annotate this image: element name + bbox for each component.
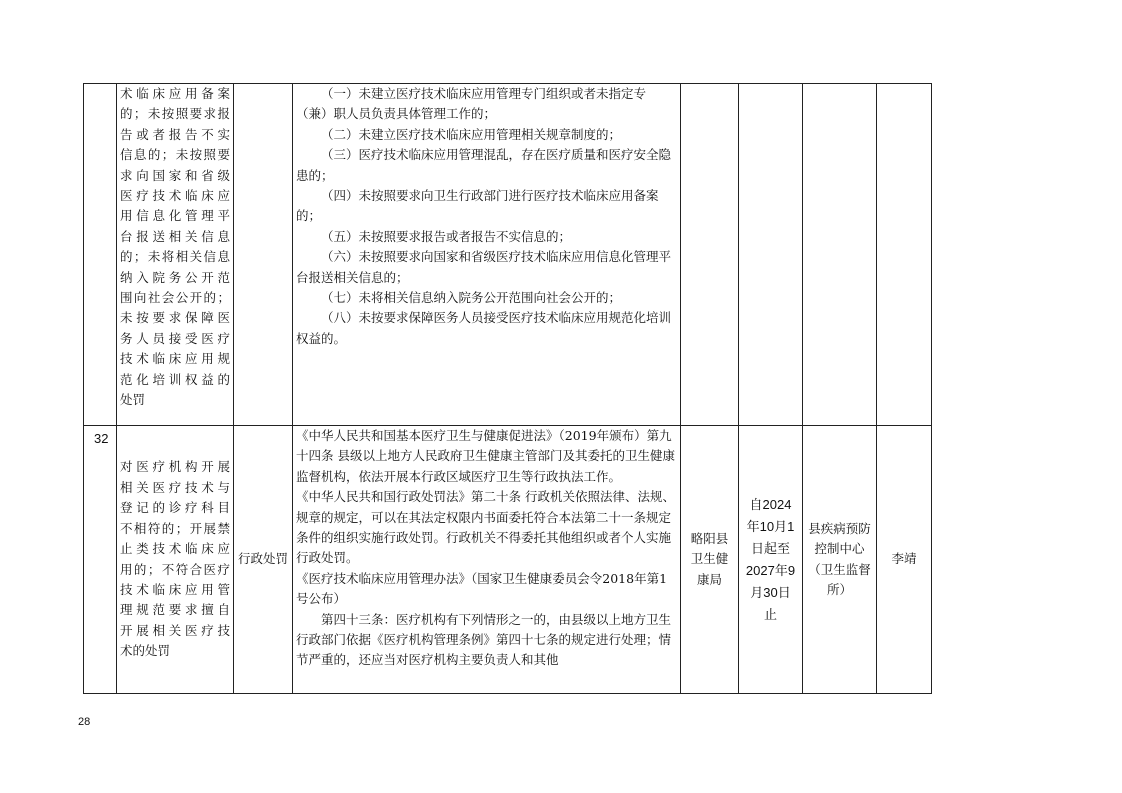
text-line: 2027年9 (745, 562, 796, 578)
text-line: 范化培训权益的 (120, 371, 230, 387)
text-line: 月30日 (750, 584, 791, 600)
authority-cell (681, 426, 739, 694)
text-line: （卫生监督 (808, 561, 871, 577)
text-line: 用的；不符合医疗 (120, 561, 230, 577)
basis-text (293, 84, 680, 349)
authority-cell (681, 84, 739, 426)
basis-paragraph: （一）未建立医疗技术临床应用管理专门组织或者未指定专（兼）职人员负责具体管理工作的； (296, 86, 647, 122)
text-line: 自2024 (749, 496, 792, 512)
basis-cell (293, 426, 681, 694)
period-text (739, 494, 802, 626)
basis-cell (293, 84, 681, 426)
text-line: 台报送相关信息 (120, 228, 230, 244)
contact-person: 李靖 (891, 551, 917, 567)
type-cell (234, 84, 293, 426)
person-cell (877, 84, 932, 426)
basis-paragraph: （八）未按要求保障医务人员接受医疗技术临床应用规范化培训权益的。 (296, 310, 672, 346)
basis-paragraph: 《医疗技术临床应用管理办法》（国家卫生健康委员会令2018年第1号公布） (296, 570, 668, 607)
text-line: 对医疗机构开展 (120, 459, 230, 475)
number-cell (84, 426, 117, 694)
entrusted-org-text (803, 519, 876, 601)
type-cell (234, 426, 293, 694)
text-line: 开展相关医疗技 (120, 622, 230, 638)
text-line: 围向社会公开的； (120, 290, 230, 306)
number-cell (84, 84, 117, 426)
basis-paragraph: 《中华人民共和国行政处罚法》第二十条 行政机关依照法律、法规、规章的规定，可以在其法定权限内书面委托符合本法第二十一条规定条件的组织实施行政处罚。行政机关不得委托其他组织或者个人实施行政处罚。 (296, 489, 675, 566)
entrusted-cell (803, 426, 877, 694)
item-number: 32 (94, 431, 109, 446)
period-cell (739, 84, 803, 426)
text-line: 医疗技术临床应 (120, 188, 230, 204)
basis-paragraph: （六）未按照要求向国家和省级医疗技术临床应用信息化管理平台报送相关信息的； (296, 249, 672, 285)
text-line: 术的处罚 (120, 643, 171, 659)
table-row-32 (84, 426, 932, 694)
item-name-cell (117, 426, 234, 694)
text-line: 登记的诊疗科目 (120, 500, 230, 516)
table-row-continued (84, 84, 932, 426)
text-line: 信息的；未按照要 (120, 147, 230, 163)
text-line: 康局 (696, 571, 722, 587)
text-line: 用信息化管理平 (120, 208, 230, 224)
text-line: 日起至 (750, 540, 790, 556)
text-line: 纳入院务公开范 (120, 269, 230, 285)
power-type: 行政处罚 (237, 551, 288, 567)
text-line: 年10月1 (746, 518, 795, 534)
delegation-table (83, 83, 932, 694)
text-line: 所） (826, 581, 852, 597)
text-line: 求向国家和省级 (120, 167, 230, 183)
basis-paragraph: （五）未按照要求报告或者报告不实信息的； (321, 228, 572, 244)
text-line: 相关医疗技术与 (120, 479, 230, 495)
basis-text (293, 426, 680, 671)
person-cell (877, 426, 932, 694)
text-line: 务人员接受医疗 (120, 330, 230, 346)
text-line: 术临床应用备案 (120, 86, 230, 101)
basis-paragraph: （四）未按照要求向卫生行政部门进行医疗技术临床应用备案的； (296, 188, 659, 224)
text-line: 县疾病预防 (808, 520, 871, 536)
text-line: 卫生健 (690, 551, 729, 567)
text-line: 告或者报告不实 (120, 126, 230, 142)
text-line: 的；未按照要求报 (120, 106, 230, 122)
text-line: 控制中心 (814, 541, 865, 557)
text-line: 理规范要求擅自 (120, 602, 230, 618)
text-line: 略阳县 (690, 530, 729, 546)
item-name-cell (117, 84, 234, 426)
entrusted-cell (803, 84, 877, 426)
period-cell (739, 426, 803, 694)
authority-text (681, 529, 738, 590)
text-line: 止类技术临床应 (120, 541, 230, 557)
basis-paragraph: 《中华人民共和国基本医疗卫生与健康促进法》（2019年颁布）第九十四条 县级以上地方人民政府卫生健康主管部门及其委托的卫生健康监督机构，依法开展本行政区域医疗卫生等行政执法工作。 (296, 428, 675, 484)
item-name-text (117, 457, 233, 661)
text-line: 不相符的；开展禁 (120, 520, 230, 536)
basis-paragraph: （三）医疗技术临床应用管理混乱，存在医疗质量和医疗安全隐患的； (296, 147, 672, 183)
text-line: 技术临床应用规 (120, 351, 230, 367)
text-line: 处罚 (120, 392, 146, 408)
text-line: 止 (763, 606, 777, 622)
text-line: 的；未将相关信息 (120, 249, 230, 265)
text-line: 技术临床应用管 (120, 581, 230, 597)
item-name-text (117, 84, 233, 411)
page-number: 28 (78, 716, 91, 728)
text-line: 未按要求保障医 (120, 310, 230, 326)
basis-paragraph: （二）未建立医疗技术临床应用管理相关规章制度的； (321, 126, 622, 142)
basis-paragraph: 第四十三条：医疗机构有下列情形之一的，由县级以上地方卫生行政部门依据《医疗机构管理条例》第四十七条的规定进行处理；情节严重的，还应当对医疗机构主要负责人和其他 (296, 611, 672, 668)
basis-paragraph: （七）未将相关信息纳入院务公开范围向社会公开的； (321, 290, 622, 306)
